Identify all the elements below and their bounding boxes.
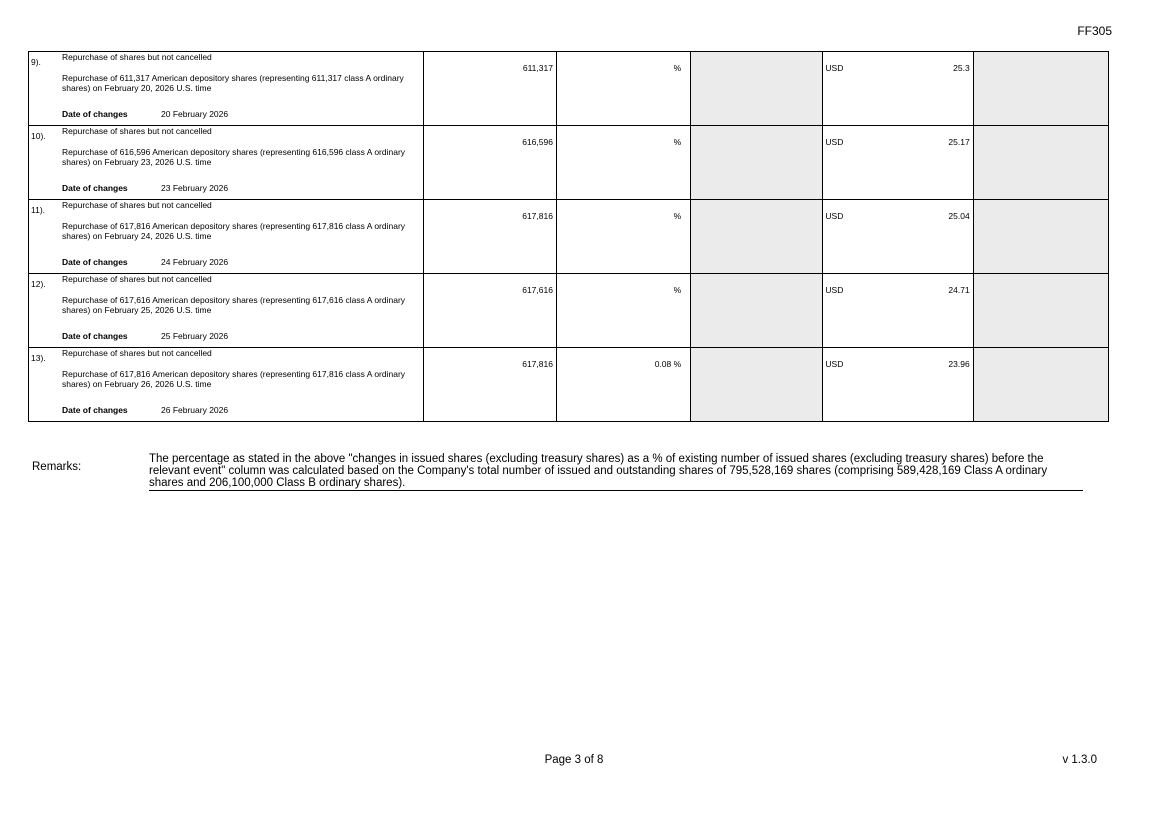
shaded-cell — [973, 348, 1108, 422]
price-value: 25.3 — [953, 63, 970, 73]
event-body: Repurchase of 617,616 American depository shares (representing 617,616 class A ordinary shares) on February 25, 2026 U.S. time — [62, 295, 406, 315]
page-number: Page 3 of 8 — [544, 754, 604, 766]
date-of-changes-label: Date of changes — [62, 257, 128, 267]
share-changes-table — [28, 51, 1109, 422]
price-cell — [823, 200, 973, 274]
row-index: 10). — [31, 131, 46, 141]
event-description-cell — [29, 52, 424, 126]
date-of-changes-label: Date of changes — [62, 405, 128, 415]
date-of-changes-label: Date of changes — [62, 183, 128, 193]
shaded-cell — [691, 126, 823, 200]
table-row — [29, 274, 1109, 348]
date-of-changes-value: 26 February 2026 — [161, 405, 229, 415]
shares-count-cell: 617,616 — [423, 274, 556, 348]
shares-count-cell: 616,596 — [423, 126, 556, 200]
event-description-cell — [29, 274, 424, 348]
table-row — [29, 348, 1109, 422]
percentage-value: 0.08 — [654, 359, 672, 369]
shares-count-cell: 617,816 — [423, 200, 556, 274]
event-title: Repurchase of shares but not cancelled — [62, 52, 212, 62]
date-of-changes-value: 25 February 2026 — [161, 331, 229, 341]
form-code: FF305 — [1077, 24, 1112, 38]
shares-count-cell: 617,816 — [423, 348, 556, 422]
shaded-cell — [973, 200, 1108, 274]
currency-label: USD — [825, 211, 844, 221]
currency-label: USD — [825, 63, 844, 73]
percentage-cell — [556, 126, 690, 200]
date-of-changes-label: Date of changes — [62, 109, 128, 119]
percentage-sign: % — [673, 63, 682, 73]
remarks-label: Remarks: — [32, 461, 82, 473]
shaded-cell — [973, 274, 1108, 348]
price-value: 25.17 — [948, 137, 970, 147]
row-index: 12). — [31, 279, 46, 289]
shaded-cell — [973, 52, 1108, 126]
price-cell — [823, 52, 973, 126]
event-title: Repurchase of shares but not cancelled — [62, 274, 212, 284]
row-index: 9). — [31, 57, 41, 67]
row-index: 13). — [31, 353, 46, 363]
shaded-cell — [691, 348, 823, 422]
currency-label: USD — [825, 359, 844, 369]
price-value: 24.71 — [948, 285, 970, 295]
percentage-sign: % — [673, 285, 682, 295]
version-label: v 1.3.0 — [1062, 754, 1097, 766]
percentage-cell — [556, 274, 690, 348]
table-row — [29, 200, 1109, 274]
remarks-text: The percentage as stated in the above "changes in issued shares (excluding treasury shares) as a % of existing number of issued shares (excluding treasury shares) before the relevant event" column was calculated based on the Company's total number of issued and outstanding shares of 795,528,169 shares (comprising 589,428,169 Class A ordinary shares and 206,100,000 Class B ordinary shares). — [149, 453, 1083, 491]
date-of-changes-value: 20 February 2026 — [161, 109, 229, 119]
date-of-changes-value: 23 February 2026 — [161, 183, 229, 193]
shaded-cell — [973, 126, 1108, 200]
event-body: Repurchase of 616,596 American depository shares (representing 616,596 class A ordinary shares) on February 23, 2026 U.S. time — [62, 147, 406, 167]
event-title: Repurchase of shares but not cancelled — [62, 126, 212, 136]
percentage-sign: % — [673, 359, 682, 369]
table-row — [29, 126, 1109, 200]
percentage-cell — [556, 52, 690, 126]
event-body: Repurchase of 611,317 American depository shares (representing 611,317 class A ordinary shares) on February 20, 2026 U.S. time — [62, 73, 404, 93]
price-cell — [823, 348, 973, 422]
event-body: Repurchase of 617,816 American depository shares (representing 617,816 class A ordinary shares) on February 24, 2026 U.S. time — [62, 221, 406, 241]
price-value: 23.96 — [948, 359, 970, 369]
event-title: Repurchase of shares but not cancelled — [62, 200, 212, 210]
shaded-cell — [691, 200, 823, 274]
shares-count-cell: 611,317 — [423, 52, 556, 126]
price-cell — [823, 126, 973, 200]
currency-label: USD — [825, 137, 844, 147]
event-description-cell — [29, 200, 424, 274]
shaded-cell — [691, 52, 823, 126]
table-row — [29, 52, 1109, 126]
event-body: Repurchase of 617,816 American depository shares (representing 617,816 class A ordinary shares) on February 26, 2026 U.S. time — [62, 369, 406, 389]
percentage-sign: % — [673, 137, 682, 147]
percentage-cell — [556, 200, 690, 274]
event-description-cell — [29, 126, 424, 200]
event-description-cell — [29, 348, 424, 422]
price-cell — [823, 274, 973, 348]
currency-label: USD — [825, 285, 844, 295]
price-value: 25.04 — [948, 211, 970, 221]
date-of-changes-value: 24 February 2026 — [161, 257, 229, 267]
row-index: 11). — [31, 205, 46, 215]
shaded-cell — [691, 274, 823, 348]
percentage-cell — [556, 348, 690, 422]
percentage-sign: % — [673, 211, 682, 221]
date-of-changes-label: Date of changes — [62, 331, 128, 341]
event-title: Repurchase of shares but not cancelled — [62, 348, 212, 358]
